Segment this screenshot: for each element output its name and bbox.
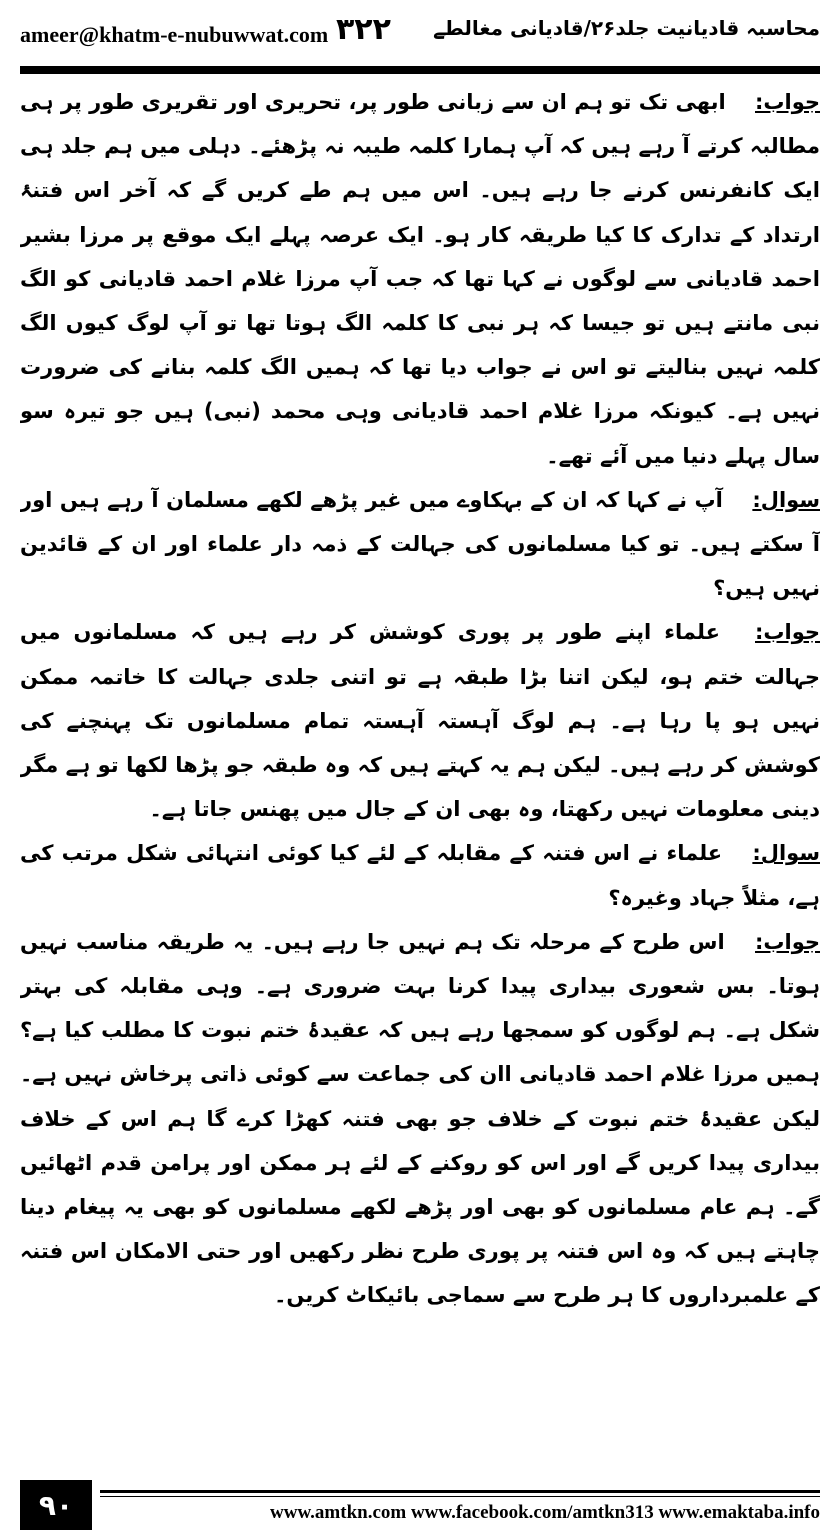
page-body bbox=[20, 80, 820, 1450]
footer-page-number: ۹۰ bbox=[20, 1480, 92, 1530]
qa-entry bbox=[20, 831, 820, 919]
qa-label: سوال: bbox=[752, 841, 820, 866]
footer-divider bbox=[100, 1490, 820, 1493]
qa-label: جواب: bbox=[755, 929, 820, 954]
qa-text: علماء نے اس فتنہ کے مقابلہ کے لئے کیا کوئی انتہائی شکل مرتب کی ہے، مثلاً جہاد وغیرہ؟ bbox=[20, 841, 820, 910]
qa-entry bbox=[20, 80, 820, 478]
qa-entry bbox=[20, 920, 820, 1318]
qa-entry bbox=[20, 610, 820, 831]
header-divider bbox=[20, 66, 820, 74]
qa-text: ابھی تک تو ہم ان سے زبانی طور پر، تحریری اور تقریری طور پر ہی مطالبہ کرتے آ رہے ہیں کہ آپ ہمارا کلمہ طیبہ نہ پڑھئے۔ دہلی میں ہم جلد ہی ایک کانفرنس کرنے جا رہے ہیں۔ اس میں ہم طے کریں گے کہ آخر اس فتنۂ ارتداد کے تدارک کا کیا طریقہ کار ہو۔ ایک عرصہ پہلے ایک موقع پر مرزا بشیر احمد قادیانی سے لوگوں نے کہا تھا کہ جب آپ مرزا غلام احمد قادیانی کو الگ نبی مانتے ہیں تو جیسا کہ ہر نبی کا کلمہ الگ ہوتا تھا تو آپ لوگ کیوں الگ کلمہ نہیں بنالیتے تو اس نے جواب دیا تھا کہ ہمیں الگ کلمہ بنانے کی ضرورت نہیں ہے۔ کیونکہ مرزا غلام احمد قادیانی وہی محمد (نبی) ہیں جو تیرہ سو سال پہلے دنیا میں آئے تھے۔ bbox=[20, 90, 820, 468]
page-footer bbox=[20, 1476, 820, 1534]
header-page-number: ۳۲۲ bbox=[336, 12, 391, 47]
header-running-title: محاسبہ قادیانیت جلد۲۶/قادیانی مغالطے bbox=[433, 16, 820, 40]
header-email: ameer@khatm-e-nubuwwat.com bbox=[20, 22, 329, 47]
qa-text: آپ نے کہا کہ ان کے بہکاوے میں غیر پڑھے لکھے مسلمان آ رہے ہیں اور آ سکتے ہیں۔ تو کیا مسلمانوں کی جہالت کے ذمہ دار علماء اور ان کے قائدین نہیں ہیں؟ bbox=[20, 487, 820, 601]
footer-divider-thin bbox=[100, 1496, 820, 1497]
qa-label: جواب: bbox=[755, 620, 820, 645]
qa-text: علماء اپنے طور پر پوری کوشش کر رہے ہیں کہ مسلمانوں میں جہالت ختم ہو، لیکن اتنا بڑا طبقہ ہے تو اتنی جلدی جہالت کا خاتمہ ممکن نہیں ہو پا رہا ہے۔ ہم لوگ آہستہ آہستہ تمام مسلمانوں تک پہنچنے کی کوشش کر رہے ہیں۔ لیکن ہم یہ کہتے ہیں کہ وہ طبقہ جو پڑھا لکھا تو ہے مگر دینی معلومات نہیں رکھتا، وہ بھی ان کے جال میں پھنس جاتا ہے۔ bbox=[20, 620, 820, 822]
qa-label: جواب: bbox=[755, 90, 820, 114]
qa-label: سوال: bbox=[752, 487, 820, 512]
footer-website-links[interactable]: www.amtkn.com www.facebook.com/amtkn313 www.emaktaba.info bbox=[270, 1502, 820, 1523]
page-header bbox=[20, 12, 820, 62]
qa-text: اس طرح کے مرحلہ تک ہم نہیں جا رہے ہیں۔ یہ طریقہ مناسب نہیں ہوتا۔ بس شعوری بیداری پیدا کرنا بہت ضروری ہے۔ وہی مقابلہ کی بہتر شکل ہے۔ ہم لوگوں کو سمجھا رہے ہیں کہ عقیدۂ ختم نبوت کا مطلب کیا ہے؟ ہمیں مرزا غلام احمد قادیانی اان کی جماعت سے کوئی ذاتی پرخاش نہیں ہے۔ لیکن عقیدۂ ختم نبوت کے خلاف جو بھی فتنہ کھڑا کرے گا ہم اس کے خلاف بیداری پیدا کریں گے اور اس کو روکنے کے لئے ہر ممکن اور پرامن قدم اٹھائیں گے۔ ہم عام مسلمانوں کو بھی اور پڑھے لکھے مسلمانوں کو بھی یہ پیغام دینا چاہتے ہیں کہ وہ اس فتنہ پر پوری طرح نظر رکھیں اور حتی الامکان اس فتنہ کے علمبرداروں کا ہر طرح سے سماجی بائیکاٹ کریں۔ bbox=[20, 929, 820, 1308]
qa-entry bbox=[20, 478, 820, 611]
